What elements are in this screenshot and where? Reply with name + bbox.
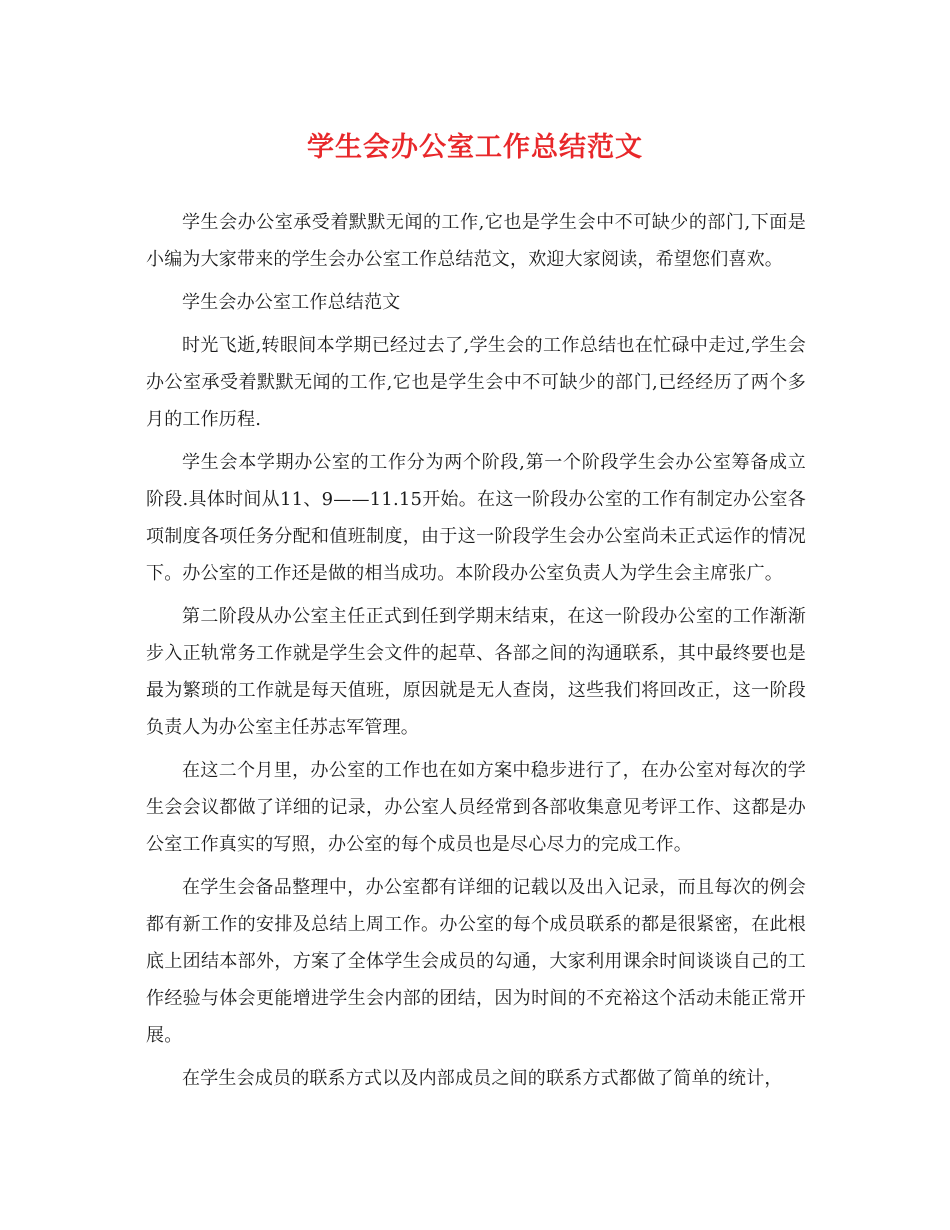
document-title: 学生会办公室工作总结范文 (307, 132, 643, 163)
paragraph: 时光飞逝,转眼间本学期已经过去了,学生会的工作总结也在忙碌中走过,学生会办公室承受着默默无闻的工作,它也是学生会中不可缺少的部门,已经经历了两个多月的工作历程. (146, 335, 806, 430)
paragraph-intro: 学生会办公室承受着默默无闻的工作,它也是学生会中不可缺少的部门,下面是小编为大家带来的学生会办公室工作总结范文，欢迎大家阅读，希望您们喜欢。 (146, 212, 806, 270)
paragraph-subtitle: 学生会办公室工作总结范文 (182, 292, 401, 313)
paragraph: 在这二个月里，办公室的工作也在如方案中稳步进行了，在办公室对每次的学生会会议都做了详细的记录，办公室人员经常到各部收集意见考评工作、这都是办公室工作真实的写照，办公室的每个成员也是尽心尽力的完成工作。 (146, 760, 806, 855)
document-body (146, 204, 806, 1103)
paragraph: 在学生会成员的联系方式以及内部成员之间的联系方式都做了简单的统计， (182, 1068, 783, 1089)
paragraph: 在学生会备品整理中，办公室都有详细的记载以及出入记录，而且每次的例会都有新工作的安排及总结上周工作。办公室的每个成员联系的都是很紧密，在此根底上团结本部外，方案了全体学生会成员的勾通，大家利用课余时间谈谈自己的工作经验与体会更能增进学生会内部的团结，因为时间的不充裕这个活动未能正常开展。 (146, 877, 806, 1046)
paragraph: 学生会本学期办公室的工作分为两个阶段,第一个阶段学生会办公室筹备成立阶段.具体时间从11、9——11.15开始。在这一阶段办公室的工作有制定办公室各项制度各项任务分配和值班制度，由于这一阶段学生会办公室尚未正式运作的情况下。办公室的工作还是做的相当成功。本阶段办公室负责人为学生会主席张广。 (146, 452, 806, 584)
paragraph: 第二阶段从办公室主任正式到任到学期末结束，在这一阶段办公室的工作渐渐步入正轨常务工作就是学生会文件的起草、各部之间的沟通联系，其中最终要也是最为繁琐的工作就是每天值班，原因就是无人查岗，这些我们将回改正，这一阶段负责人为办公室主任苏志军管理。 (146, 606, 806, 738)
